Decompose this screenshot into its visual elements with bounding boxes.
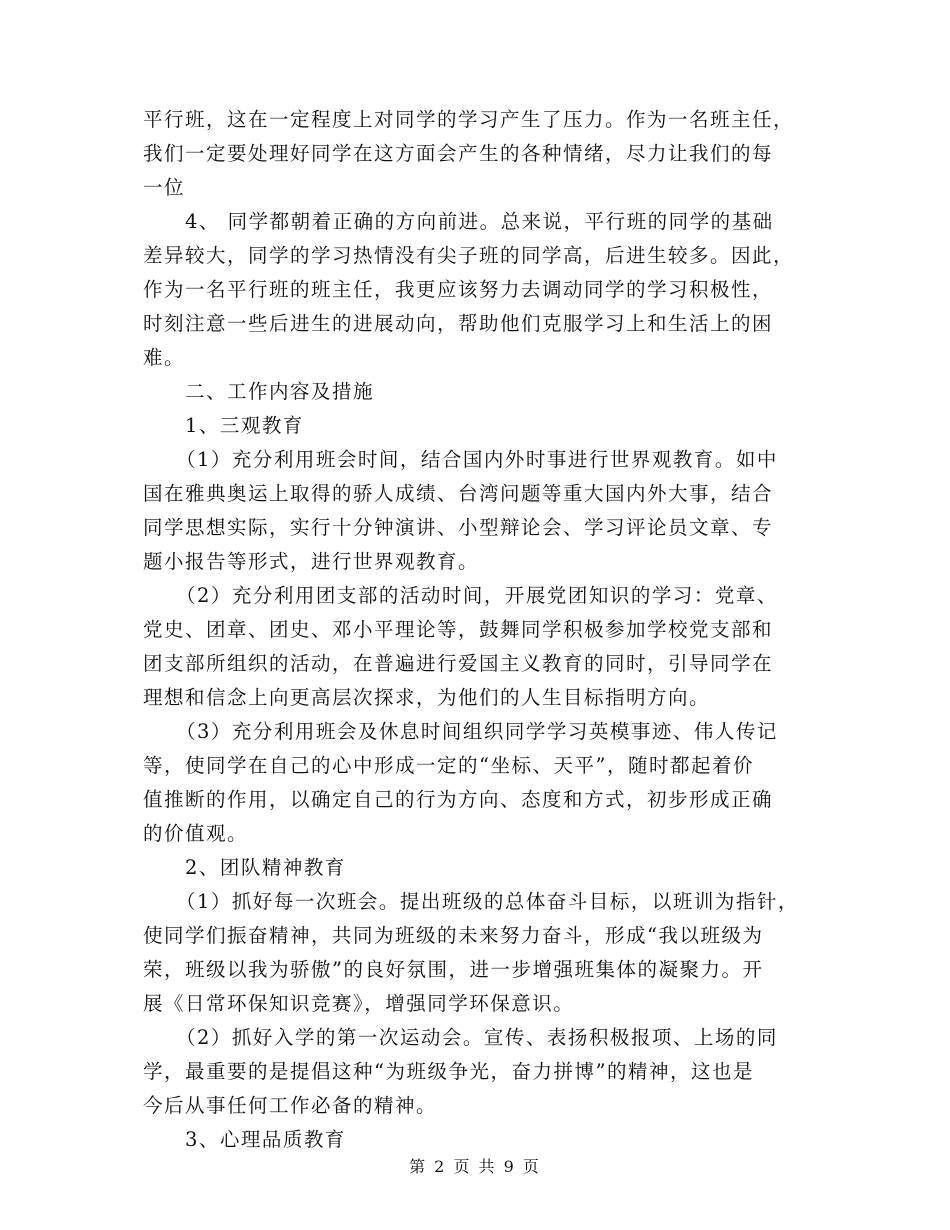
body-text-line: 一位: [143, 176, 186, 199]
body-text-line: （1）抓好每一次班会。提出班级的总体奋斗目标，以班训为指针，: [176, 890, 799, 913]
subsection-heading: 3、心理品质教育: [185, 1128, 346, 1151]
body-text-line: 题小报告等形式，进行世界观教育。: [143, 550, 480, 573]
body-text-line: 同学思想实际，实行十分钟演讲、小型辩论会、学习评论员文章、专: [143, 516, 774, 539]
section-heading: 二、工作内容及措施: [185, 380, 375, 403]
page-number-footer: 第 2 页 共 9 页: [409, 1157, 541, 1176]
body-text-line: 的价值观。: [143, 822, 249, 845]
body-text-line: 荣，班级以我为骄傲”的良好氛围，进一步增强班集体的凝聚力。开: [143, 958, 764, 981]
body-text-line: 难。: [143, 346, 186, 369]
body-text-line: 学，最重要的是提倡这种“为班级争光，奋力拼博”的精神，这也是: [143, 1060, 754, 1083]
body-text-line: 差异较大，同学的学习热情没有尖子班的同学高，后进生较多。因此，: [143, 244, 795, 267]
body-text-line: 时刻注意一些后进生的进展动向，帮助他们克服学习上和生活上的困: [143, 312, 774, 335]
subsection-heading: 2、团队精神教育: [185, 856, 346, 879]
list-item-4: 4、 同学都朝着正确的方向前进。总来说，平行班的同学的基础: [185, 210, 774, 233]
body-text-line: （1）充分利用班会时间，结合国内外时事进行世界观教育。如中: [176, 448, 778, 471]
subsection-heading: 1、三观教育: [185, 414, 304, 437]
body-text-line: 今后从事任何工作必备的精神。: [143, 1094, 438, 1117]
body-text-line: （3）充分利用班会及休息时间组织同学学习英模事迹、伟人传记: [176, 720, 778, 743]
body-text-line: 展《日常环保知识竞赛》，增强同学环保意识。: [143, 992, 575, 1015]
body-text-line: 作为一名平行班的班主任，我更应该努力去调动同学的学习积极性，: [143, 278, 774, 301]
body-text-line: （2）抓好入学的第一次运动会。宣传、表扬积极报项、上场的同: [176, 1026, 778, 1049]
body-text-line: 等，使同学在自己的心中形成一定的“坐标、天平”，随时都起着价: [143, 754, 754, 777]
body-text-line: 使同学们振奋精神，共同为班级的未来努力奋斗，形成“我以班级为: [143, 924, 764, 947]
body-text-line: 团支部所组织的活动，在普遍进行爱国主义教育的同时，引导同学在: [143, 652, 774, 675]
body-text-line: 理想和信念上向更高层次探求，为他们的人生目标指明方向。: [143, 686, 711, 709]
body-text-line: 国在雅典奥运上取得的骄人成绩、台湾问题等重大国内外大事，结合: [143, 482, 774, 505]
body-text-line: 我们一定要处理好同学在这方面会产生的各种情绪，尽力让我们的每: [143, 142, 774, 165]
body-text-line: （2）充分利用团支部的活动时间，开展党团知识的学习：党章、: [176, 584, 778, 607]
body-text-line: 值推断的作用，以确定自己的行为方向、态度和方式，初步形成正确: [143, 788, 774, 811]
body-text-line: 平行班，这在一定程度上对同学的学习产生了压力。作为一名班主任，: [143, 108, 795, 131]
body-text-line: 党史、团章、团史、邓小平理论等，鼓舞同学积极参加学校党支部和: [143, 618, 774, 641]
